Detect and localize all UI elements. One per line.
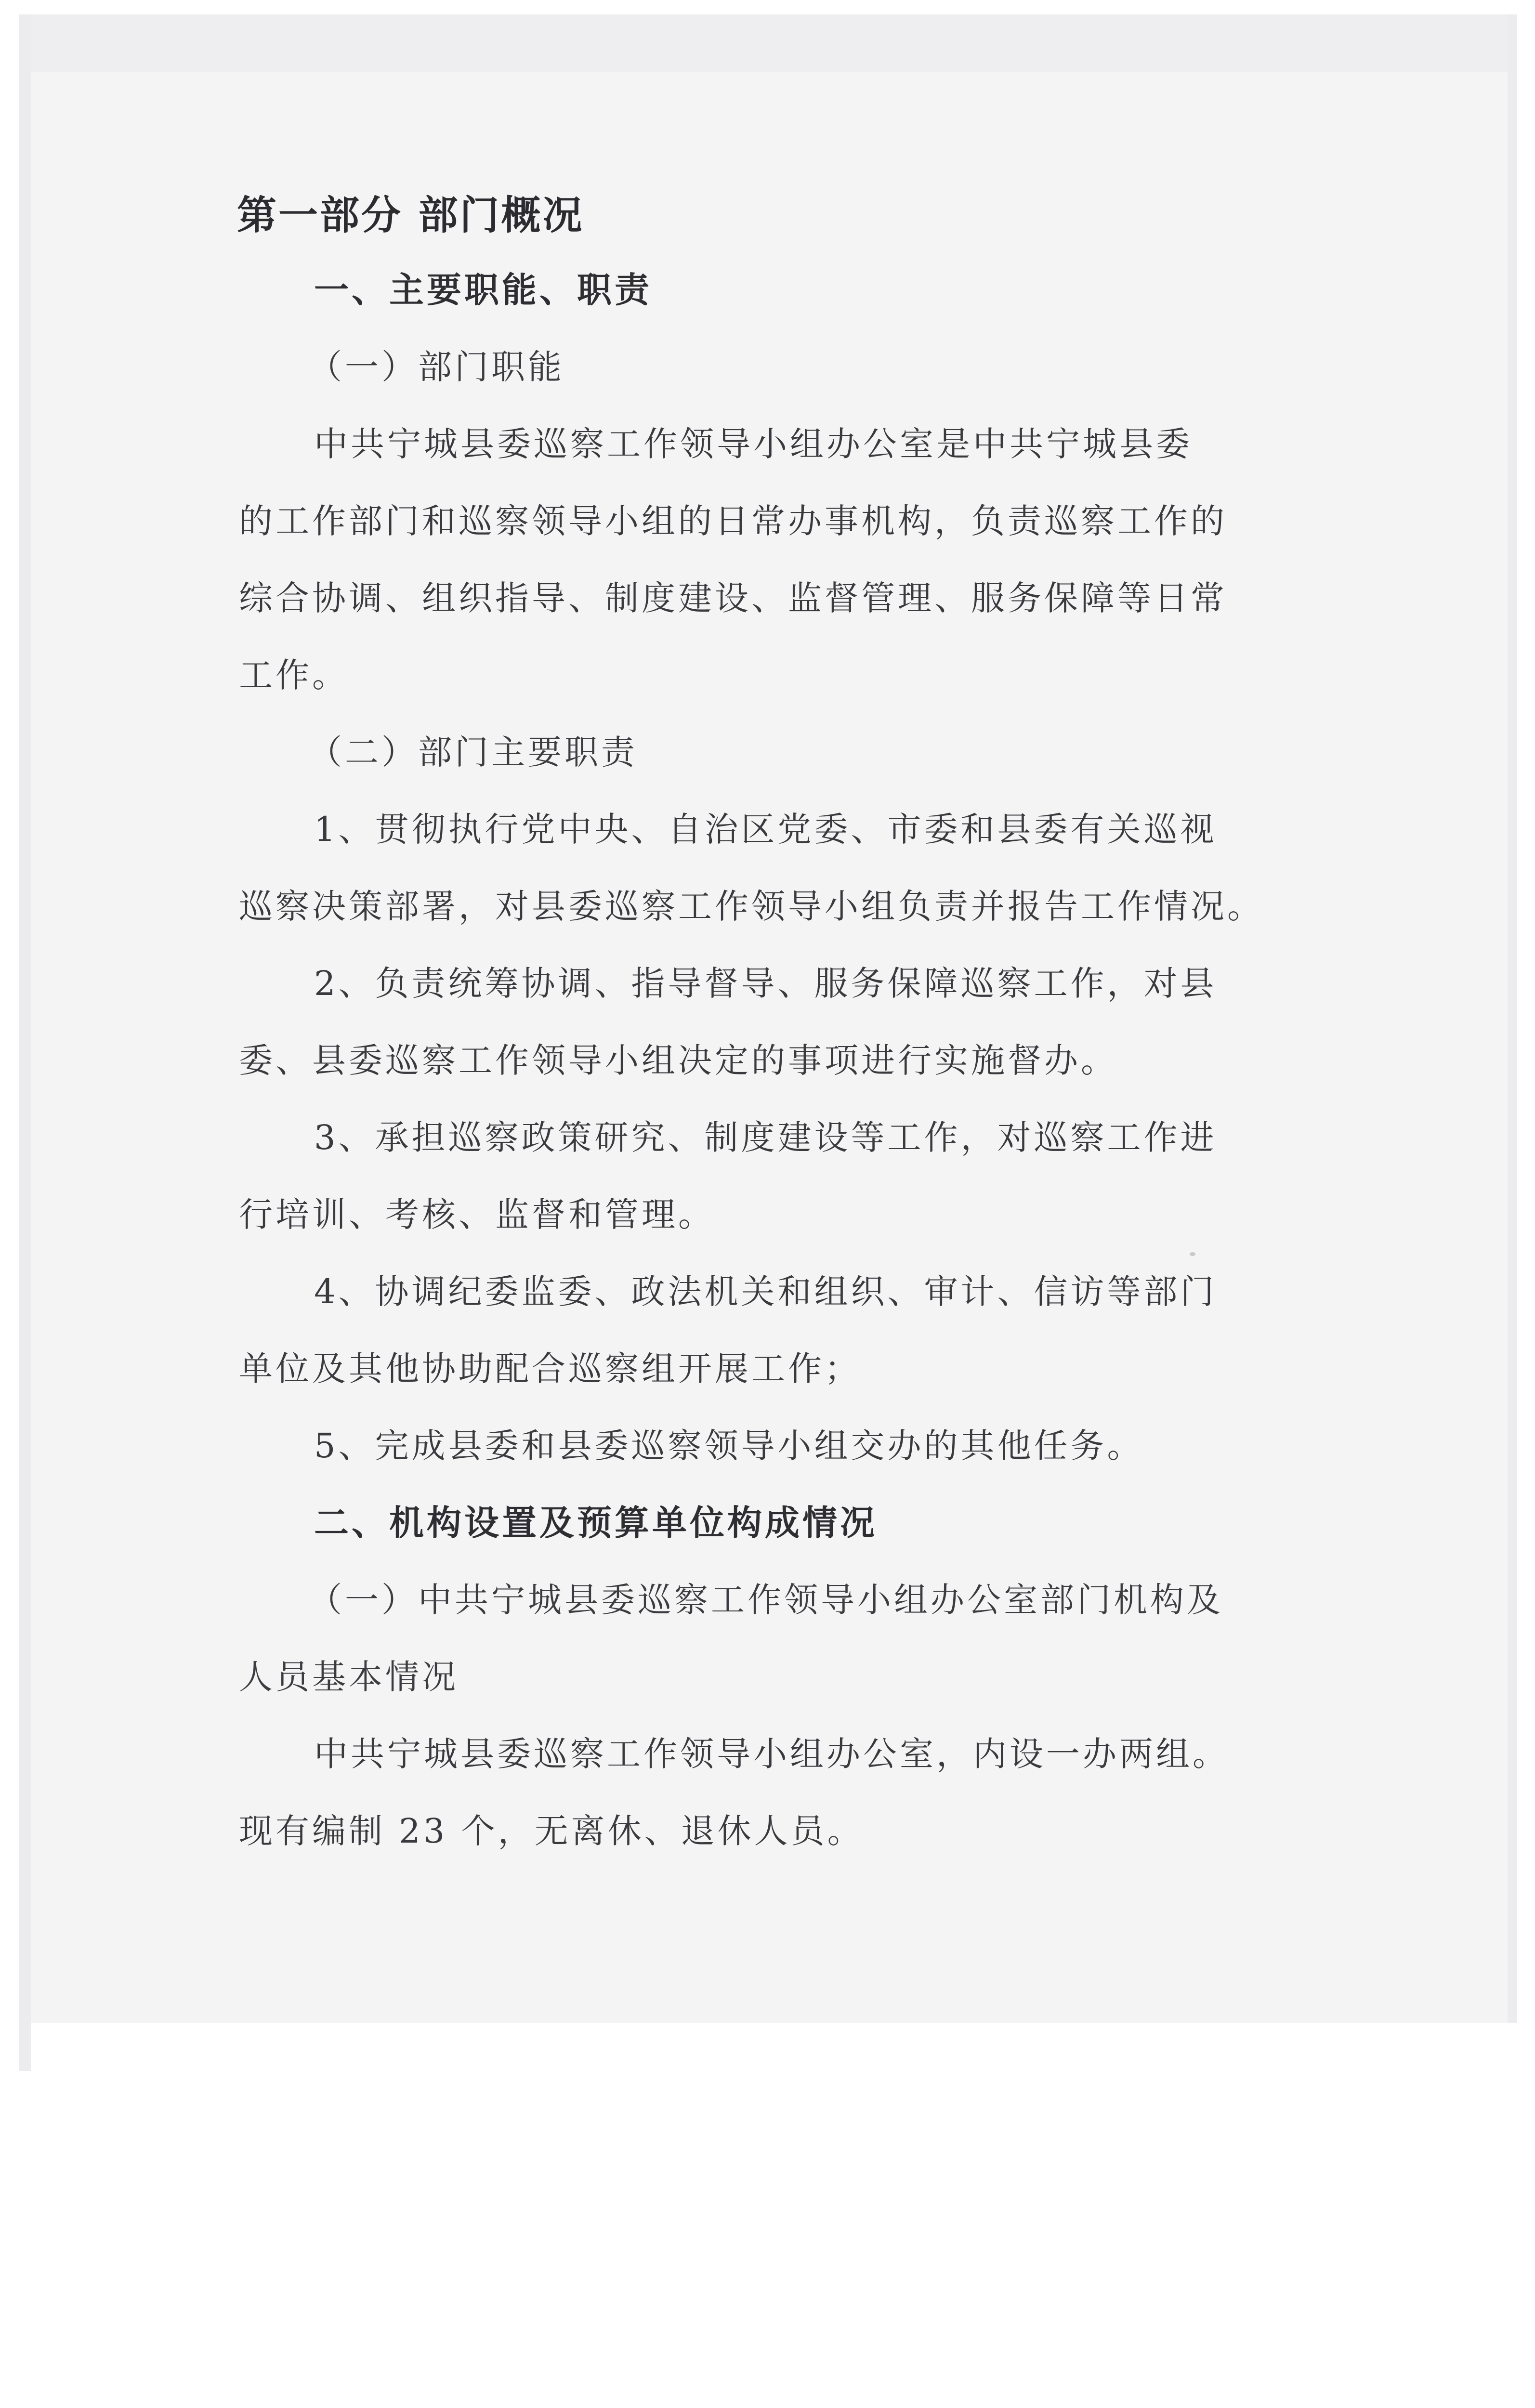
section-1-title: 一、主要职能、职责	[314, 270, 653, 310]
scan-top-band	[19, 14, 1517, 72]
duty-line: 3、承担巡察政策研究、制度建设等工作，对巡察工作进	[314, 1118, 1217, 1157]
paragraph-line: 的工作部门和巡察领导小组的日常办事机构，负责巡察工作的	[239, 501, 1227, 541]
paragraph-line: 中共宁城县委巡察工作领导小组办公室，内设一办两组。	[314, 1734, 1229, 1774]
section-2-subtitle-line: （一）中共宁城县委巡察工作领导小组办公室部门机构及	[308, 1580, 1223, 1620]
duty-line: 4、协调纪委监委、政法机关和组织、审计、信访等部门	[314, 1272, 1217, 1311]
scan-left-edge	[19, 14, 31, 2071]
paragraph-line: 综合协调、组织指导、制度建设、监督管理、服务保障等日常	[239, 578, 1227, 618]
paragraph-line: 工作。	[239, 655, 349, 695]
duty-line: 1、贯彻执行党中央、自治区党委、市委和县委有关巡视	[314, 810, 1217, 849]
part-heading: 第一部分 部门概况	[237, 193, 584, 238]
subsection-1-title: （一）部门职能	[308, 347, 564, 387]
duty-line: 5、完成县委和县委巡察领导小组交办的其他任务。	[314, 1426, 1144, 1466]
duty-line: 巡察决策部署，对县委巡察工作领导小组负责并报告工作情况。	[239, 887, 1264, 926]
paragraph-line: 现有编制 23 个，无离休、退休人员。	[239, 1811, 864, 1851]
scan-right-edge	[1508, 14, 1517, 2023]
subsection-2-title: （二）部门主要职责	[308, 733, 638, 772]
section-2-title: 二、机构设置及预算单位构成情况	[314, 1503, 878, 1543]
duty-line: 委、县委巡察工作领导小组决定的事项进行实施督办。	[239, 1041, 1117, 1080]
paragraph-line: 中共宁城县委巡察工作领导小组办公室是中共宁城县委	[314, 424, 1193, 464]
duty-line: 单位及其他协助配合巡察组开展工作；	[239, 1349, 861, 1388]
section-2-subtitle-line: 人员基本情况	[239, 1657, 459, 1697]
duty-line: 行培训、考核、监督和管理。	[239, 1195, 715, 1234]
scan-background	[19, 14, 1517, 2023]
scan-speck	[1190, 1252, 1195, 1256]
duty-line: 2、负责统筹协调、指导督导、服务保障巡察工作，对县	[314, 964, 1217, 1003]
